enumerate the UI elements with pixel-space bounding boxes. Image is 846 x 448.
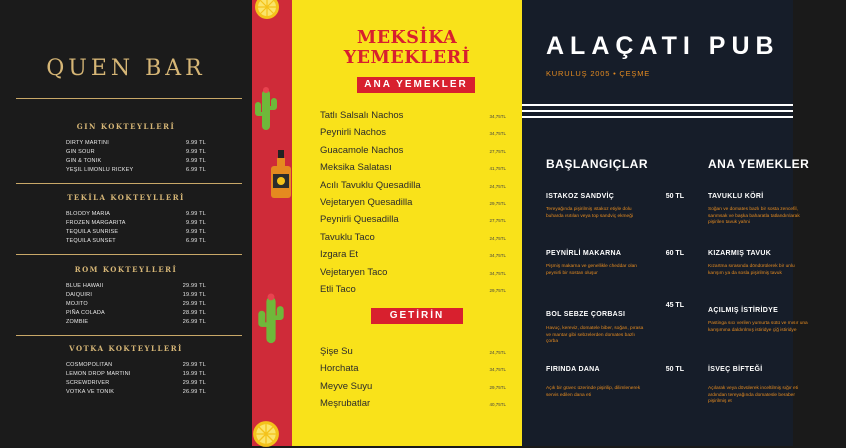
item-price: 6.99 TL xyxy=(186,238,206,244)
item-price: 29.99 TL xyxy=(182,380,206,386)
item-price: 9.99 TL xyxy=(186,149,206,155)
item-name: PEYNİRLİ MAKARNA xyxy=(546,250,622,257)
item-price: 34,75TL xyxy=(489,114,506,119)
item-price: 19.99 TL xyxy=(182,292,206,298)
menu-item xyxy=(66,291,206,300)
menu-item xyxy=(66,139,206,148)
menu-item xyxy=(66,157,206,166)
menu-item xyxy=(66,318,206,327)
menu-item xyxy=(546,302,684,353)
item-name: Meyve Suyu xyxy=(320,380,373,392)
item-price: 26.99 TL xyxy=(182,319,206,325)
pub-subtitle: KURULUŞ 2005 • ÇEŞME xyxy=(546,69,651,78)
menu-item xyxy=(66,219,206,228)
item-price: 9.99 TL xyxy=(186,140,206,146)
menu-item xyxy=(320,282,506,299)
item-name: VOTKA VE TONIK xyxy=(66,389,115,395)
section-title: BAŞLANGIÇLAR xyxy=(546,157,648,171)
item-price: 26.99 TL xyxy=(182,389,206,395)
menu-item xyxy=(320,344,506,361)
item-price: 60 TL xyxy=(665,250,684,257)
item-name: YEŞIL LIMONLU RICKEY xyxy=(66,167,134,173)
item-name: Vejetaryen Quesadilla xyxy=(320,197,413,209)
section-divider xyxy=(16,335,242,336)
menu-item xyxy=(66,370,206,379)
item-price: 34,75TL xyxy=(489,367,506,373)
item-name: BLOODY MARIA xyxy=(66,211,111,217)
item-description: Pişmiş makarna ve genellikle cheddar olan peynirli bir sostan oluşur xyxy=(546,264,637,276)
stripe-divider xyxy=(522,110,793,112)
item-price: 50 TL xyxy=(665,193,684,200)
item-name: GIN SOUR xyxy=(66,149,95,155)
cactus-icon xyxy=(253,86,279,134)
menu-item xyxy=(708,366,846,406)
item-price: 40,75TL xyxy=(489,402,506,408)
quen-bar-menu xyxy=(0,0,252,446)
menu-item xyxy=(708,193,846,233)
section-title: ROM KOKTEYLLERİ xyxy=(74,265,178,274)
menu-item xyxy=(320,160,506,177)
alacati-pub-menu xyxy=(522,0,810,446)
menu-item xyxy=(708,250,846,290)
item-price: 29,75TL xyxy=(489,201,506,207)
decor-strip xyxy=(252,0,292,446)
menu-item xyxy=(320,143,506,160)
menu-item xyxy=(66,210,206,219)
item-name: Meksika Salatası xyxy=(320,162,392,174)
item-description: Pastinga sıcı verilen yumurta sütü ve mısır una karışımına daldırılmış istiridye çiğ istiridye xyxy=(708,321,808,333)
menu-item xyxy=(66,228,206,237)
pub-title: ALAÇATI PUB xyxy=(546,32,780,60)
item-name: Şişe Su xyxy=(320,346,353,357)
item-price: 24,75TL xyxy=(489,235,506,241)
menu-item xyxy=(320,247,506,264)
item-name: LEMON DROP MARTINI xyxy=(66,371,131,377)
stripe-divider xyxy=(522,104,793,106)
menu-item xyxy=(66,379,206,388)
item-name: TAVUKLU KÖRİ xyxy=(708,193,764,200)
menu-item xyxy=(546,193,684,233)
item-price: 24,75TL xyxy=(489,183,506,189)
menu-item xyxy=(66,282,206,291)
item-name: ZOMBIE xyxy=(66,319,89,325)
item-name: GIN & TONIK xyxy=(66,158,102,164)
item-name: Meşrubatlar xyxy=(320,398,371,410)
item-price: 34,75TL xyxy=(489,253,506,259)
menu-item xyxy=(320,396,506,413)
item-name: Izgara Et xyxy=(320,249,359,261)
item-price: 27,75TL xyxy=(489,148,506,154)
item-name: Acılı Tavuklu Quesadilla xyxy=(320,179,421,191)
cactus-icon xyxy=(256,292,286,348)
item-price: 9.99 TL xyxy=(186,229,206,235)
title-divider xyxy=(16,98,242,99)
item-description: Havuç, kereviz, domatele biber, soğan, pırasa ve mantar gibi sebzelerden domates bazlı çorba xyxy=(546,326,644,344)
menu-item xyxy=(320,108,506,125)
item-price: 9.99 TL xyxy=(186,158,206,164)
item-name: TEQUILA SUNRISE xyxy=(66,229,119,235)
tequila-bottle-icon xyxy=(268,148,294,200)
menu-item xyxy=(66,388,206,397)
item-name: DIRTY MARTINI xyxy=(66,140,109,146)
section-items xyxy=(66,139,206,175)
menu-item xyxy=(66,148,206,157)
section-items xyxy=(66,282,206,327)
menu-item xyxy=(320,361,506,378)
section-items xyxy=(320,108,506,299)
item-description: Soğan ve domates bazlı bir sosta zencefil, sarımsak ve başka baharatla tatlandırılarak pişirilen tavuk yahni xyxy=(708,207,800,225)
item-description: Tereyağında pişirilmiş ıstakoz etiyle dolu buharda ısıtılan veya top sandviç ekmeği xyxy=(546,207,633,219)
section-title: TEKİLA KOKTEYLLERİ xyxy=(67,193,185,202)
menu-item xyxy=(320,265,506,282)
item-price: 34,75TL xyxy=(489,270,506,276)
item-price: 29.99 TL xyxy=(182,283,206,289)
item-price: 29.99 TL xyxy=(182,301,206,307)
item-name: DAIQUIRI xyxy=(66,292,93,298)
menu-item xyxy=(320,212,506,229)
section-items xyxy=(320,344,506,414)
item-price: 24,75TL xyxy=(489,350,506,355)
lemon-slice-icon xyxy=(252,420,280,448)
item-name: FIRINDA DANA xyxy=(546,366,600,373)
meksika-menu xyxy=(252,0,522,446)
item-name: Horchata xyxy=(320,363,359,375)
item-name: PIÑA COLADA xyxy=(66,310,105,316)
section-items xyxy=(66,210,206,246)
menu-item xyxy=(320,379,506,396)
menu-item xyxy=(66,237,206,246)
item-price: 29.99 TL xyxy=(182,362,206,368)
menu-item xyxy=(320,125,506,142)
meksika-title: MEKSİKA YEMEKLERİ xyxy=(343,28,471,68)
item-price: 29,75TL xyxy=(489,288,506,294)
menu-item xyxy=(66,309,206,318)
section-items xyxy=(66,361,206,397)
item-name: Tatlı Salsalı Nachos xyxy=(320,110,404,121)
section-title: VOTKA KOKTEYLLERİ xyxy=(69,344,183,353)
item-price: 29,75TL xyxy=(489,384,506,390)
item-name: MOJITO xyxy=(66,301,88,307)
menu-item xyxy=(708,307,846,355)
item-name: BLUE HAWAII xyxy=(66,283,104,289)
item-name: AÇILMIŞ İSTİRİDYE xyxy=(708,307,779,314)
item-name: FROZEN MARGARITA xyxy=(66,220,126,226)
item-price: 28.99 TL xyxy=(182,310,206,316)
section-title: ANA YEMEKLER xyxy=(708,157,810,171)
item-name: TEQUILA SUNSET xyxy=(66,238,116,244)
item-price: 27,75TL xyxy=(489,218,506,224)
item-description: Açık bir güvec üzerinde pişirilip, dilimlenerek servis edilen dana eti xyxy=(546,386,641,398)
item-price: 41,75TL xyxy=(489,166,506,172)
item-price: 45 TL xyxy=(665,302,684,309)
item-name: KIZARMIŞ TAVUK xyxy=(708,250,772,257)
item-name: Tavuklu Taco xyxy=(320,231,375,243)
section-divider xyxy=(16,183,242,184)
item-name: ISTAKOZ SANDVİÇ xyxy=(546,193,615,200)
item-name: Etli Taco xyxy=(320,284,356,296)
section-divider xyxy=(16,254,242,255)
menu-item xyxy=(320,178,506,195)
item-name: Vejetaryen Taco xyxy=(320,266,388,278)
menu-item xyxy=(66,300,206,309)
section-badge: GETİRİN xyxy=(371,308,463,324)
item-name: Peynirli Nachos xyxy=(320,127,386,139)
item-price: 19.99 TL xyxy=(182,371,206,377)
item-price: 9.99 TL xyxy=(186,220,206,226)
stripe-divider xyxy=(522,116,793,118)
menu-item xyxy=(320,195,506,212)
item-price: 34,75TL xyxy=(489,131,506,137)
item-name: SCREWDRIVER xyxy=(66,380,110,386)
item-name: BOL SEBZE ÇORBASI xyxy=(546,311,626,318)
item-price: 50 TL xyxy=(665,366,684,373)
menu-item xyxy=(320,230,506,247)
item-description: Kızartma sırasında döndürülerek bir unlu karışım ya da sosla pişirilmiş tavuk xyxy=(708,264,795,276)
item-name: İSVEÇ BİFTEĞİ xyxy=(708,366,763,373)
item-price: 6.99 TL xyxy=(186,167,206,173)
lemon-slice-icon xyxy=(254,0,280,20)
menu-item xyxy=(546,250,684,290)
quen-bar-title: QUEN BAR xyxy=(46,56,206,81)
menu-item xyxy=(66,166,206,175)
menu-item xyxy=(66,361,206,370)
item-description: Açılarak veya dövülerek inceltilmiş sığır eti ardından tereyağında domatesle beraber pişirilmiş et xyxy=(708,386,799,404)
item-name: COSMOPOLITAN xyxy=(66,362,113,368)
item-price: 9.99 TL xyxy=(186,211,206,217)
item-name: Guacamole Nachos xyxy=(320,144,404,156)
menu-item xyxy=(546,366,684,406)
item-name: Peynirli Quesadilla xyxy=(320,214,399,226)
section-badge: ANA YEMEKLER xyxy=(357,77,475,93)
section-title: GIN KOKTEYLLERİ xyxy=(76,122,176,131)
